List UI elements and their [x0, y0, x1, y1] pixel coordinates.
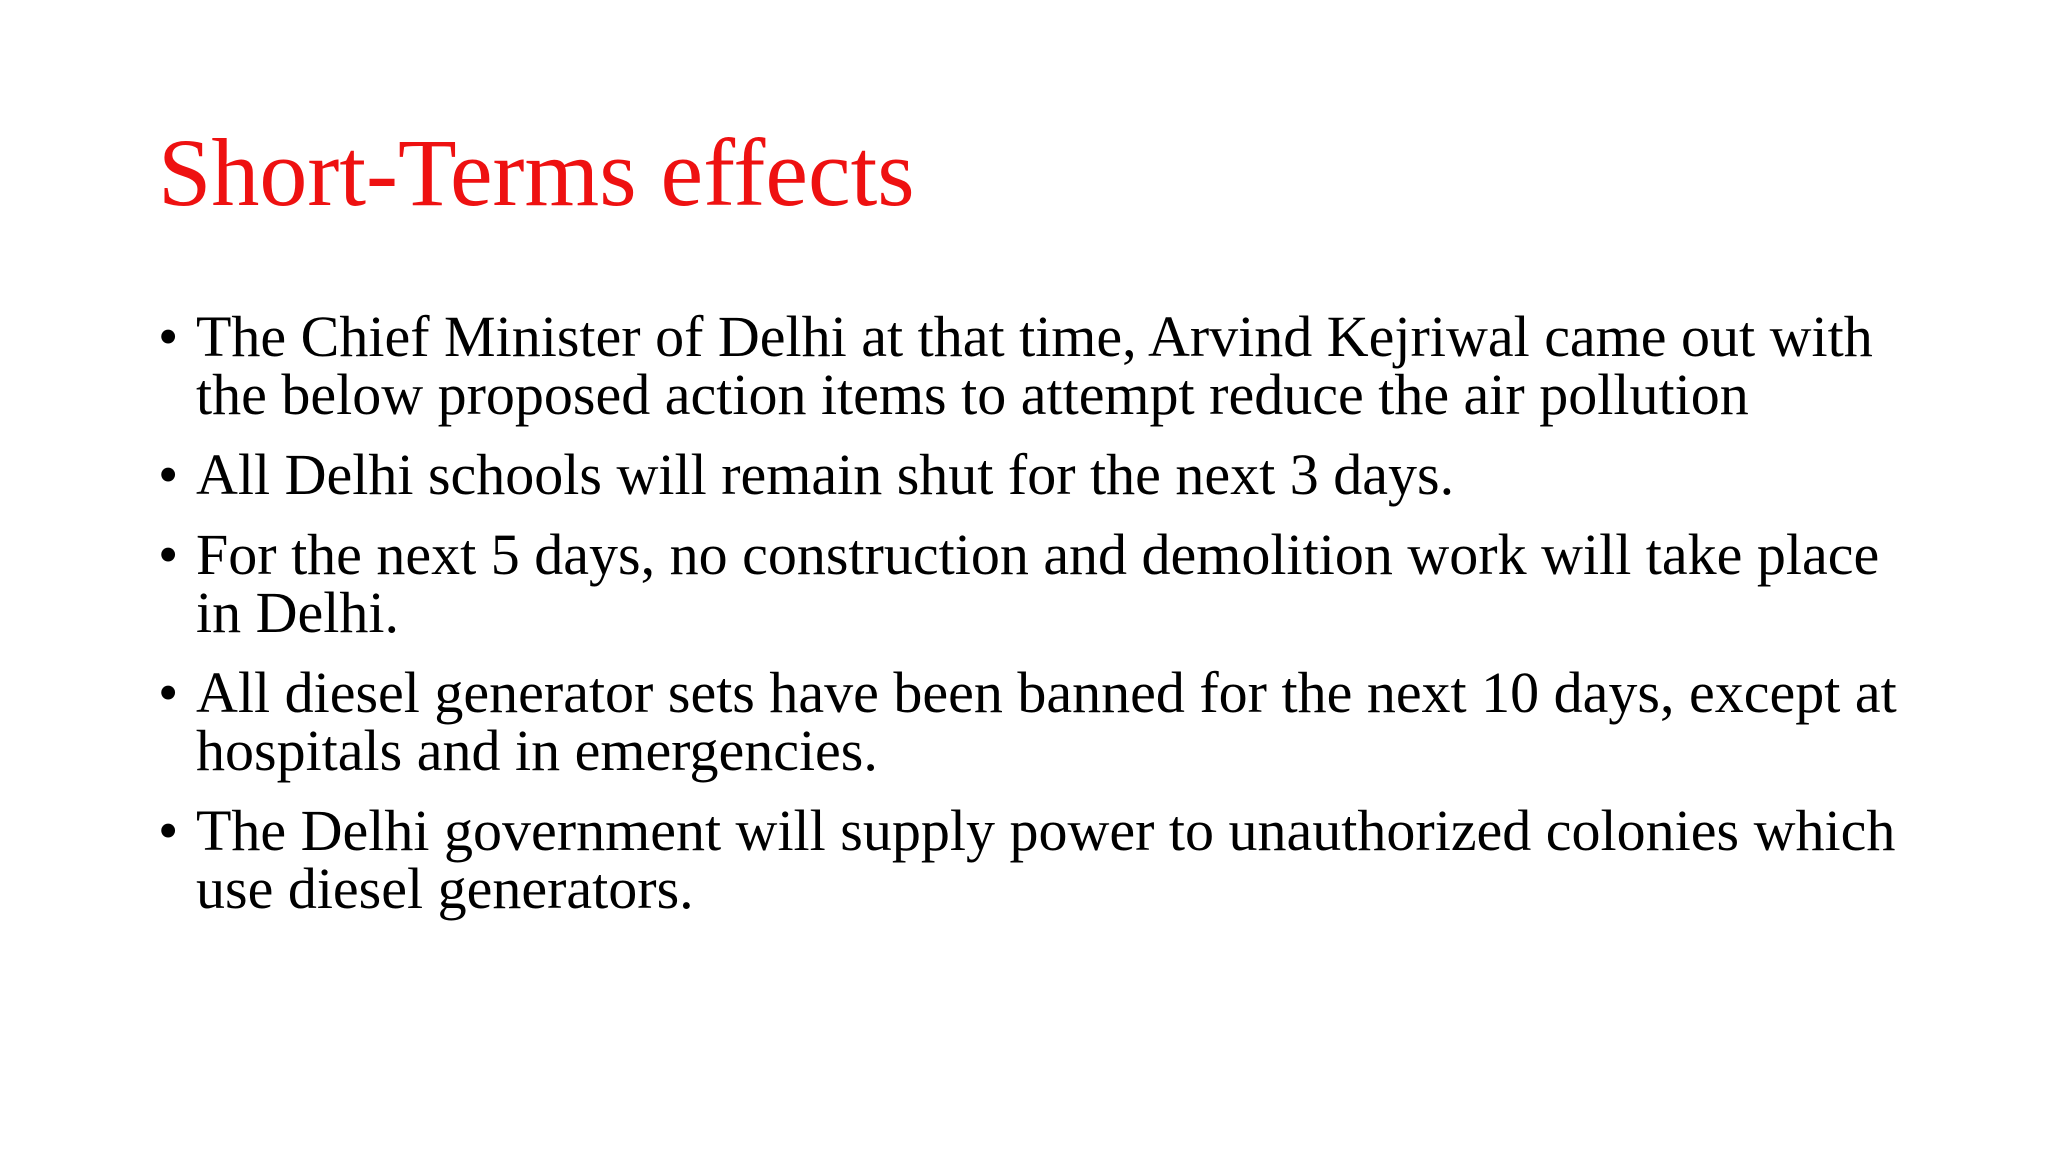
bullet-text: For the next 5 days, no construction and demolition work will take place in Delhi.	[196, 522, 1880, 645]
bullet-dot-icon: •	[158, 522, 179, 587]
bullet-item-2	[158, 442, 1918, 507]
bullet-text: The Chief Minister of Delhi at that time, Arvind Kejriwal came out with the below proposed action items to attempt reduce the air pollution	[196, 304, 1873, 427]
bullet-text: All diesel generator sets have been banned for the next 10 days, except at hospitals and in emergencies.	[196, 660, 1897, 783]
bullet-item-3	[158, 522, 1918, 645]
bullet-item-1	[158, 304, 1918, 427]
slide-title: Short-Terms effects	[158, 119, 915, 226]
bullet-item-4	[158, 660, 1918, 783]
bullet-dot-icon: •	[158, 442, 179, 507]
bullet-item-5	[158, 798, 1918, 921]
bullet-list	[158, 304, 1918, 940]
bullet-text: The Delhi government will supply power to unauthorized colonies which use diesel generators.	[196, 798, 1896, 921]
bullet-dot-icon: •	[158, 660, 179, 725]
bullet-dot-icon: •	[158, 304, 179, 369]
bullet-text: All Delhi schools will remain shut for the next 3 days.	[196, 442, 1455, 507]
bullet-dot-icon: •	[158, 798, 179, 863]
